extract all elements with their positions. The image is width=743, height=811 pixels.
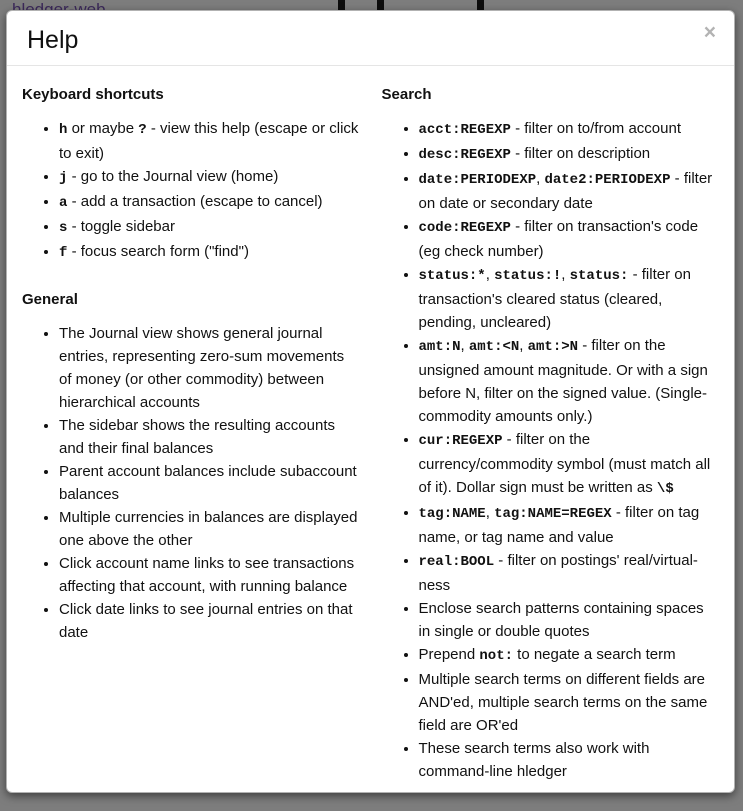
code-token: status: [569, 268, 629, 284]
list-item: • code:REGEXP - filter on transaction's code (eg check number) [419, 215, 720, 263]
help-column-left [22, 84, 360, 793]
list-item: • acct:REGEXP - filter on to/from account [419, 117, 720, 142]
list-item: • desc:REGEXP - filter on description [419, 142, 720, 167]
code-token: \$ [656, 481, 674, 497]
code-token: amt:N [418, 339, 461, 355]
list-item: • Parent account balances include subaccount balances [59, 460, 360, 506]
list-item: • Multiple currencies in balances are displayed one above the other [59, 506, 360, 552]
list-item: • s - toggle sidebar [59, 215, 360, 240]
list-item: • cur:REGEXP - filter on the currency/commodity symbol (must match all of it). Dollar sign must be written as \$ [419, 428, 720, 501]
code-token: code:REGEXP [418, 220, 511, 236]
list-item: • a - add a transaction (escape to cancel) [59, 190, 360, 215]
close-icon[interactable]: × [703, 21, 716, 44]
code-token: a [59, 195, 68, 211]
list-item: • f - focus search form ("find") [59, 240, 360, 265]
section-heading: General [22, 291, 78, 308]
bullet-list [22, 322, 360, 644]
code-token: date2:PERIODEXP [544, 172, 671, 188]
list-item: • date:PERIODEXP, date2:PERIODEXP - filter on date or secondary date [419, 167, 720, 215]
list-item: • real:BOOL - filter on postings' real/virtual-ness [419, 549, 720, 597]
bullet-list [382, 117, 720, 783]
code-token: f [59, 245, 68, 261]
list-item: • The Journal view shows general journal entries, representing zero-sum movements of money (or other commodity) between hierarchical accounts [59, 322, 360, 414]
list-item: • These search terms also work with command-line hledger [419, 737, 720, 783]
section-heading: Search [381, 86, 432, 103]
list-item: • Prepend not: to negate a search term [419, 643, 720, 668]
code-token: not: [479, 648, 513, 664]
list-item: • Click date links to see journal entries on that date [59, 598, 360, 644]
help-column-right [382, 84, 720, 793]
code-token: tag:NAME [418, 506, 486, 522]
code-token: real:BOOL [418, 554, 495, 570]
code-token: amt:<N [468, 339, 520, 355]
section-heading: Keyboard shortcuts [22, 86, 164, 103]
code-token: status:! [494, 268, 562, 284]
modal-body [7, 66, 734, 793]
help-modal [6, 10, 735, 793]
list-item: • Multiple search terms on different fields are AND'ed, multiple search terms on the same field are OR'ed [419, 668, 720, 737]
list-item: • Enclose search patterns containing spaces in single or double quotes [419, 597, 720, 643]
code-token: status:* [418, 268, 486, 284]
code-token: tag:NAME=REGEX [494, 506, 612, 522]
code-token: date:PERIODEXP [418, 172, 537, 188]
code-token: desc:REGEXP [418, 147, 511, 163]
list-item: • status:*, status:!, status: - filter on transaction's cleared status (cleared, pending, uncleared) [419, 263, 720, 334]
list-item: • h or maybe ? - view this help (escape or click to exit) [59, 117, 360, 165]
list-item: • Click account name links to see transactions affecting that account, with running balance [59, 552, 360, 598]
code-token: h [59, 122, 68, 138]
list-item: • amt:N, amt:<N, amt:>N - filter on the unsigned amount magnitude. Or with a sign before N, filter on the signed value. (Single-commodity amounts only.) [419, 334, 720, 428]
code-token: j [59, 170, 68, 186]
list-item: • j - go to the Journal view (home) [59, 165, 360, 190]
code-token: amt:>N [527, 339, 579, 355]
modal-header [7, 11, 734, 66]
modal-title: Help [27, 26, 79, 54]
code-token: cur:REGEXP [418, 433, 503, 449]
code-token: s [59, 220, 68, 236]
bullet-list [22, 117, 360, 265]
list-item: • The sidebar shows the resulting accounts and their final balances [59, 414, 360, 460]
list-item: • tag:NAME, tag:NAME=REGEX - filter on tag name, or tag name and value [419, 501, 720, 549]
code-token: ? [138, 122, 147, 138]
code-token: acct:REGEXP [418, 122, 511, 138]
